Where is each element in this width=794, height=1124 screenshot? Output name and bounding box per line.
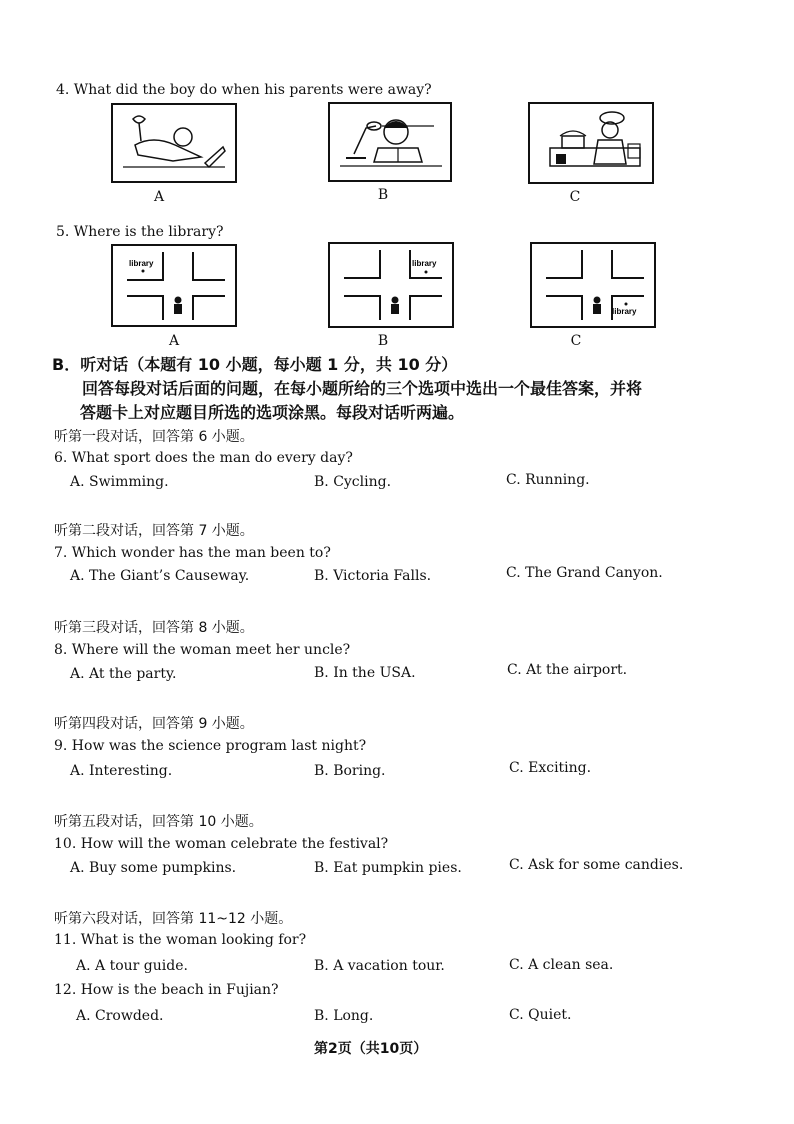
question-6: 6. What sport does the man do every day? [54,450,353,466]
q4-picture-a [111,103,237,183]
q4-picture-b [328,102,452,182]
q7-option-b: B. Victoria Falls. [314,568,432,584]
q4-picture-c [528,102,654,184]
q8-option-c: C. At the airport. [507,662,628,678]
dialog-4-heading: 听第四段对话，回答第 9 小题。 [54,716,254,732]
q11-option-b: B. A vacation tour. [314,958,445,974]
library-map-label: library [612,307,637,316]
q4-label-a: A [153,189,165,205]
q11-option-c: C. A clean sea. [509,957,614,973]
map-a-illustration [113,246,235,325]
boy-laptop-illustration [113,105,235,181]
q5-label-b: B [377,333,389,349]
q9-option-c: C. Exciting. [509,760,592,776]
q10-option-c: C. Ask for some candies. [509,857,684,873]
q6-option-a: A. Swimming. [70,474,169,490]
dialog-3-heading: 听第三段对话，回答第 8 小题。 [54,620,254,636]
question-10: 10. How will the woman celebrate the festival? [54,836,389,852]
section-b-title: B．听对话（本题有 10 小题，每小题 1 分，共 10 分） [52,355,458,374]
q5-map-c [530,242,656,328]
boy-reading-illustration [330,104,450,180]
map-c-illustration [532,244,654,326]
q7-option-a: A. The Giant’s Causeway. [70,568,250,584]
question-5: 5. Where is the library? [56,224,224,240]
q10-option-a: A. Buy some pumpkins. [70,860,237,876]
q5-map-a [111,244,237,327]
q11-option-a: A. A tour guide. [76,958,188,974]
question-8: 8. Where will the woman meet her uncle? [54,642,351,658]
boy-cooking-illustration [530,104,652,182]
question-9: 9. How was the science program last night? [54,738,367,754]
dialog-5-heading: 听第五段对话，回答第 10 小题。 [54,814,263,830]
q8-option-b: B. In the USA. [314,665,416,681]
library-map-label: library [129,259,154,268]
question-4: 4. What did the boy do when his parents were away? [56,82,432,98]
q4-label-b: B [377,187,389,203]
q10-option-b: B. Eat pumpkin pies. [314,860,462,876]
question-11: 11. What is the woman looking for? [54,932,307,948]
section-b-instruction-2: 答题卡上对应题目所选的选项涂黑。每段对话听两遍。 [80,403,465,422]
q12-option-b: B. Long. [314,1008,374,1024]
question-12: 12. How is the beach in Fujian? [54,982,279,998]
q12-option-c: C. Quiet. [509,1007,572,1023]
dialog-2-heading: 听第二段对话，回答第 7 小题。 [54,523,254,539]
q5-map-b [328,242,454,328]
q5-label-c: C [570,333,582,349]
q4-label-c: C [569,189,581,205]
q12-option-a: A. Crowded. [76,1008,164,1024]
library-map-label: library [412,259,437,268]
page-footer: 第2页（共10页） [314,1041,428,1057]
dialog-1-heading: 听第一段对话，回答第 6 小题。 [54,429,254,445]
q5-label-a: A [168,333,180,349]
q9-option-b: B. Boring. [314,763,386,779]
dialog-6-heading: 听第六段对话，回答第 11~12 小题。 [54,911,293,927]
q6-option-c: C. Running. [506,472,590,488]
q8-option-a: A. At the party. [70,666,177,682]
q6-option-b: B. Cycling. [314,474,392,490]
q9-option-a: A. Interesting. [70,763,173,779]
section-b-instruction-1: 回答每段对话后面的问题，在每小题所给的三个选项中选出一个最佳答案，并将 [82,379,643,398]
q7-option-c: C. The Grand Canyon. [506,565,663,581]
question-7: 7. Which wonder has the man been to? [54,545,331,561]
map-b-illustration [330,244,452,326]
